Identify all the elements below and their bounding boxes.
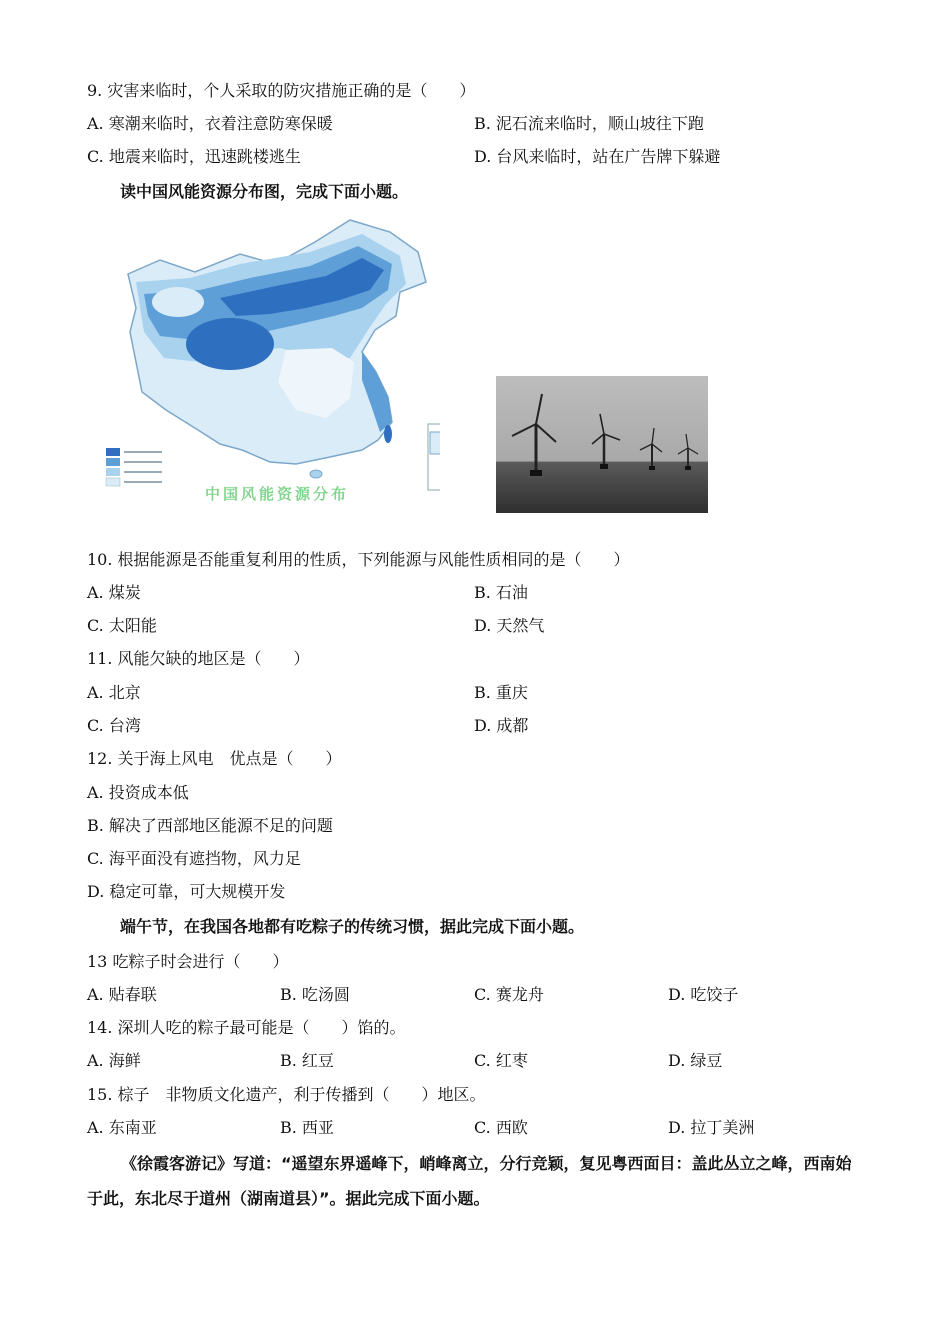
q9-option-d: D. 台风来临时，站在广告牌下躲避 — [474, 147, 721, 166]
intro-wind: 读中国风能资源分布图，完成下面小题。 — [120, 182, 409, 201]
q14-option-d: D. 绿豆 — [668, 1051, 723, 1070]
q9-option-a: A. 寒潮来临时，衣着注意防寒保暖 — [87, 114, 333, 133]
q9-stem: 9. 灾害来临时，个人采取的防灾措施正确的是（ ） — [87, 81, 476, 100]
q12-option-b: B. 解决了西部地区能源不足的问题 — [87, 816, 333, 835]
q10-option-a: A. 煤炭 — [87, 583, 141, 602]
q10-option-d: D. 天然气 — [474, 616, 545, 635]
q11-stem: 11. 风能欠缺的地区是（ ） — [87, 649, 310, 668]
q15-option-d: D. 拉丁美洲 — [668, 1118, 755, 1137]
q14-option-b: B. 红豆 — [280, 1051, 334, 1070]
q12-option-c: C. 海平面没有遮挡物，风力足 — [87, 849, 301, 868]
q11-option-a: A. 北京 — [87, 683, 141, 702]
q12-stem: 12. 关于海上风电 优点是（ ） — [87, 749, 342, 768]
q15-stem: 15. 棕子 非物质文化遗产，利于传播到（ ）地区。 — [87, 1085, 486, 1104]
q13-option-c: C. 赛龙舟 — [474, 985, 544, 1004]
q14-stem: 14. 深圳人吃的粽子最可能是（ ）馅的。 — [87, 1018, 406, 1037]
q12-option-d: D. 稳定可靠，可大规模开发 — [87, 882, 286, 901]
q10-option-c: C. 太阳能 — [87, 616, 157, 635]
intro-dragon-boat: 端午节，在我国各地都有吃粽子的传统习惯，据此完成下面小题。 — [120, 917, 585, 936]
q14-option-a: A. 海鲜 — [87, 1051, 141, 1070]
china-wind-map-icon — [100, 212, 440, 512]
q10-stem: 10. 根据能源是否能重复利用的性质，下列能源与风能性质相同的是（ ） — [87, 550, 630, 569]
offshore-wind-turbines-icon — [496, 376, 708, 513]
q13-option-a: A. 贴春联 — [87, 985, 157, 1004]
q15-option-c: C. 西欧 — [474, 1118, 528, 1137]
q15-option-a: A. 东南亚 — [87, 1118, 157, 1137]
passage-xu-xiake: 《徐霞客游记》写道：“遥望东界遥峰下，峭峰离立，分行竞颖，复见粤西面目：盖此丛立之峰，西南始于此，东北尽于道州（湖南道县）”。据此完成下面小题。 — [87, 1154, 852, 1208]
map-caption: 中国风能资源分布 — [205, 485, 350, 503]
q15-option-b: B. 西亚 — [280, 1118, 334, 1137]
q13-option-b: B. 吃汤圆 — [280, 985, 350, 1004]
q11-option-b: B. 重庆 — [474, 683, 528, 702]
q12-option-a: A. 投资成本低 — [87, 783, 189, 802]
q14-option-c: C. 红枣 — [474, 1051, 528, 1070]
q13-stem: 13 吃粽子时会进行（ ） — [87, 952, 289, 971]
q11-option-c: C. 台湾 — [87, 716, 141, 735]
q9-option-c: C. 地震来临时，迅速跳楼逃生 — [87, 147, 301, 166]
q11-option-d: D. 成都 — [474, 716, 529, 735]
q13-option-d: D. 吃饺子 — [668, 985, 739, 1004]
q10-option-b: B. 石油 — [474, 583, 528, 602]
q9-option-b: B. 泥石流来临时，顺山坡往下跑 — [474, 114, 704, 133]
